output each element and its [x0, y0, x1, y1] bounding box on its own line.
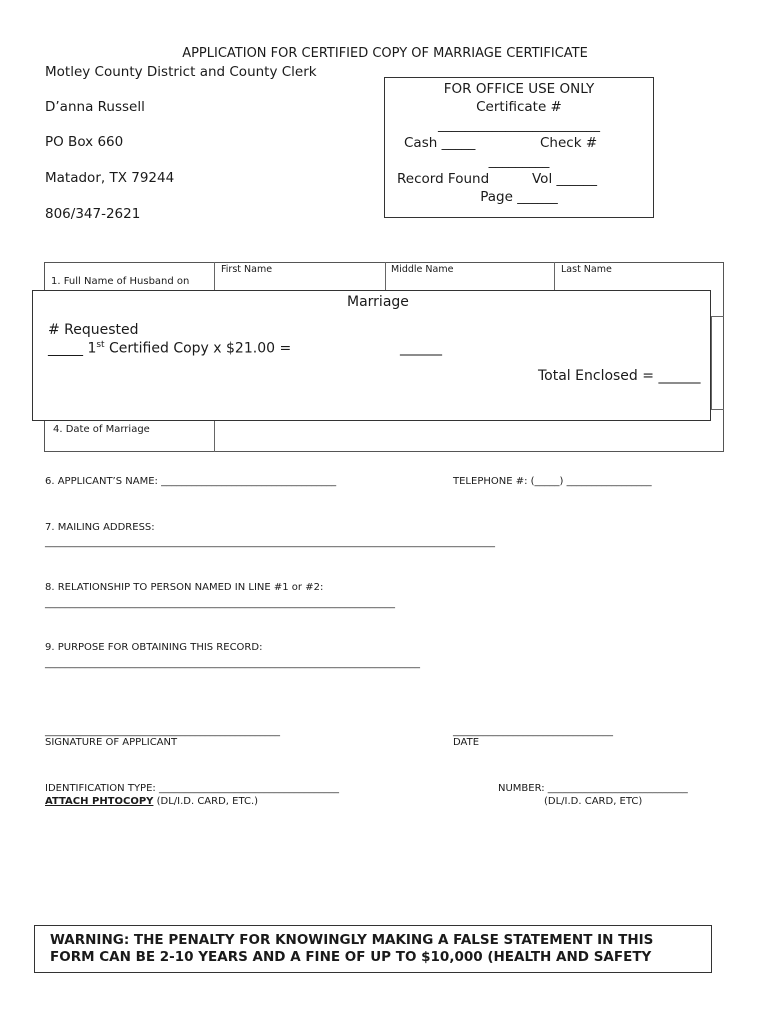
clerk-po-box: PO Box 660 — [45, 134, 124, 150]
record-found-label: Record Found — [397, 171, 490, 187]
attach-suffix: (DL/I.D. CARD, ETC.) — [153, 796, 259, 807]
certificate-label: Certificate # — [476, 99, 562, 115]
warning-line-2: FORM CAN BE 2-10 YEARS AND A FINE OF UP TO $10,000 (HEALTH AND SAFETY — [50, 949, 652, 965]
office-use-heading: FOR OFFICE USE ONLY — [443, 81, 595, 97]
certificate-line: ________________________ — [438, 117, 600, 133]
relationship-label: 8. RELATIONSHIP TO PERSON NAMED IN LINE #1 or #2: — [45, 582, 324, 593]
table-divider — [385, 262, 386, 290]
identification-type-field: IDENTIFICATION TYPE: ____________________________________ — [45, 783, 339, 794]
row-date-label: 4. Date of Marriage — [53, 424, 150, 435]
row-husband-label: 1. Full Name of Husband on — [51, 276, 190, 287]
id-number-field: NUMBER: ____________________________ — [498, 783, 688, 794]
check-label: Check # — [540, 135, 598, 151]
certified-copy-line — [48, 340, 291, 357]
col-middle-name: Middle Name — [391, 264, 454, 275]
date-label: DATE — [453, 737, 480, 748]
cash-label: Cash _____ — [404, 135, 476, 151]
copy-suffix: Certified Copy x $21.00 = — [104, 340, 292, 357]
col-first-name: First Name — [221, 264, 273, 275]
telephone-field: TELEPHONE #: (_____) _________________ — [453, 476, 652, 487]
applicant-name-field: 6. APPLICANT’S NAME: ___________________________________ — [45, 476, 337, 487]
check-line: _________ — [488, 153, 550, 169]
mailing-address-label: 7. MAILING ADDRESS: — [45, 522, 155, 533]
col-last-name: Last Name — [561, 264, 612, 275]
signature-line: _______________________________________________ — [45, 726, 280, 737]
overlay-heading: Marriage — [347, 294, 409, 310]
relationship-line: ______________________________________________________________________ — [45, 598, 395, 609]
table-divider — [711, 316, 712, 410]
table-row-line — [711, 409, 724, 410]
mailing-address-line: __________________________________________________________________________________________ — [45, 537, 495, 548]
copy-amount-blank: ______ — [400, 340, 442, 356]
signature-label: SIGNATURE OF APPLICANT — [45, 737, 178, 748]
total-enclosed: Total Enclosed = ______ — [538, 368, 701, 384]
table-row-line — [711, 316, 724, 317]
attach-photocopy-note — [45, 796, 258, 807]
clerk-phone: 806/347-2621 — [45, 206, 141, 222]
form-title: APPLICATION FOR CERTIFIED COPY OF MARRIAGE CERTIFICATE — [182, 46, 588, 61]
attach-photocopy-label: ATTACH PHTOCOPY — [45, 796, 154, 807]
purpose-line: ___________________________________________________________________________ — [45, 658, 420, 669]
clerk-city: Matador, TX 79244 — [45, 170, 175, 186]
table-divider — [554, 262, 555, 290]
copy-prefix: _____ 1 — [48, 340, 97, 357]
page-label: Page ______ — [480, 189, 558, 205]
clerk-office: Motley County District and County Clerk — [45, 64, 317, 80]
copy-superscript: st — [96, 340, 105, 350]
id-number-sublabel: (DL/I.D. CARD, ETC) — [544, 796, 643, 807]
warning-line-1: WARNING: THE PENALTY FOR KNOWINGLY MAKING A FALSE STATEMENT IN THIS — [50, 932, 654, 948]
vol-label: Vol ______ — [532, 171, 597, 187]
clerk-name: D’anna Russell — [45, 99, 145, 115]
purpose-label: 9. PURPOSE FOR OBTAINING THIS RECORD: — [45, 642, 263, 653]
date-line: ________________________________ — [453, 726, 613, 737]
requested-label: # Requested — [48, 322, 139, 338]
